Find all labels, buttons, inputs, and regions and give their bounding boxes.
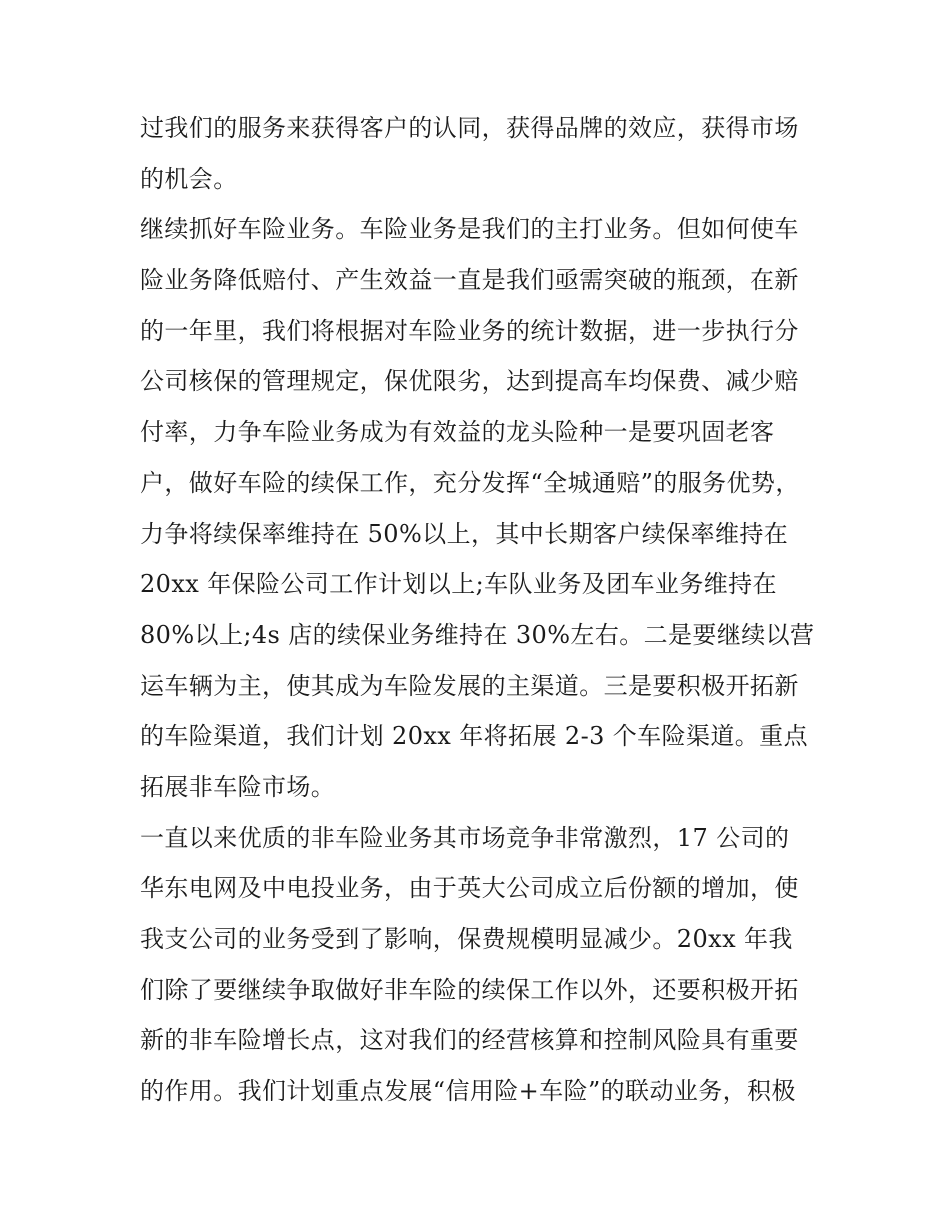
text-line: 险业务降低赔付、产生效益一直是我们亟需突破的瓶颈，在新 bbox=[140, 266, 799, 295]
text-line: 新的非车险增长点，这对我们的经营核算和控制风险具有重要 bbox=[140, 1026, 799, 1055]
text-line: 的一年里，我们将根据对车险业务的统计数据，进一步执行分 bbox=[140, 316, 799, 345]
text-line: 华东电网及中电投业务，由于英大公司成立后份额的增加，使 bbox=[140, 874, 799, 903]
text-line: 公司核保的管理规定，保优限劣，达到提高车均保费、减少赔 bbox=[140, 367, 799, 396]
text-line: 过我们的服务来获得客户的认同，获得品牌的效应，获得市场 bbox=[140, 114, 799, 142]
text-line: 20xx 年保险公司工作计划以上;车队业务及团车业务维持在 bbox=[140, 570, 777, 599]
text-line: 运车辆为主，使其成为车险发展的主渠道。三是要积极开拓新 bbox=[140, 671, 799, 700]
body-text bbox=[140, 103, 820, 1117]
text-line: 的车险渠道，我们计划 20xx 年将拓展 2-3 个车险渠道。重点 bbox=[140, 722, 808, 751]
text-line: 的机会。 bbox=[140, 164, 238, 193]
text-line: 力争将续保率维持在 50%以上，其中长期客户续保率维持在 bbox=[140, 519, 789, 548]
text-line: 的作用。我们计划重点发展“信用险+车险”的联动业务，积极 bbox=[140, 1077, 796, 1106]
text-line: 们除了要继续争取做好非车险的续保工作以外，还要积极开拓 bbox=[140, 975, 799, 1004]
text-line: 拓展非车险市场。 bbox=[140, 772, 336, 801]
text-line: 80%以上;4s 店的续保业务维持在 30%左右。二是要继续以营 bbox=[140, 620, 815, 649]
text-line: 一直以来优质的非车险业务其市场竞争非常激烈，17 公司的 bbox=[140, 823, 790, 852]
text-line: 户，做好车险的续保工作，充分发挥“全城通赔”的服务优势， bbox=[140, 468, 800, 497]
text-line: 我支公司的业务受到了影响，保费规模明显减少。20xx 年我 bbox=[140, 925, 793, 953]
text-line: 付率，力争车险业务成为有效益的龙头险种一是要巩固老客 bbox=[140, 418, 775, 447]
text-line: 继续抓好车险业务。车险业务是我们的主打业务。但如何使车 bbox=[140, 215, 799, 244]
